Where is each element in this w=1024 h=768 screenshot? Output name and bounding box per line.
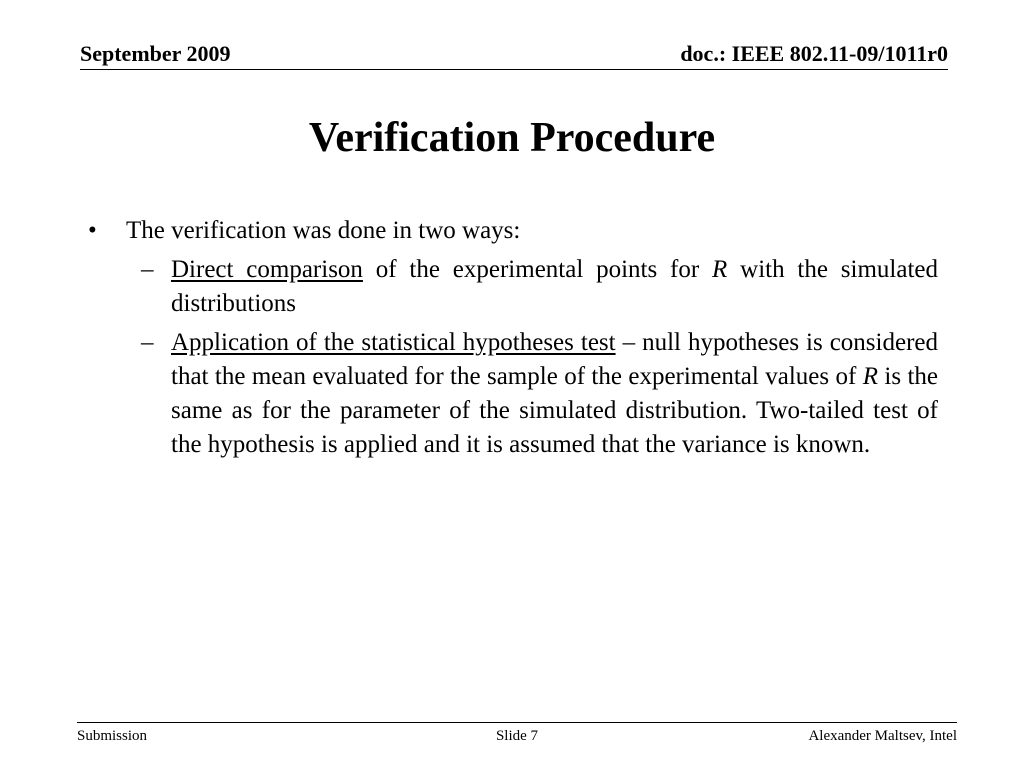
slide-footer <box>77 722 957 749</box>
footer-author: Alexander Maltsev, Intel <box>808 728 957 744</box>
sub-item-text: of the experimental points for <box>362 256 713 283</box>
variable-r: R <box>712 256 728 283</box>
direct-comparison-term: Direct comparison <box>171 256 363 283</box>
header-date: September 2009 <box>80 41 231 66</box>
variable-r: R <box>862 363 878 390</box>
dash-marker: – <box>141 256 154 283</box>
slide-body <box>88 214 938 467</box>
slide-title: Verification Procedure <box>308 115 716 161</box>
bullet-text: The verification was done in two ways: <box>126 217 521 244</box>
bullet-item <box>88 214 938 248</box>
sub-item-text: is the same as for the parameter of the simulated distribution. Two-tailed test of the hypothesis is applied and it is assumed that the variance is known. <box>171 363 939 458</box>
footer-slide-number: Slide 7 <box>495 728 539 744</box>
footer-submission: Submission <box>77 728 148 744</box>
sub-item-direct-comparison <box>141 253 938 321</box>
sub-item-hypotheses-test <box>141 326 939 462</box>
header-doc-id: doc.: IEEE 802.11-09/1011r0 <box>680 41 948 66</box>
slide-header <box>80 41 948 70</box>
dash-marker: – <box>141 329 154 356</box>
bullet-marker: • <box>88 217 97 244</box>
sub-item-text: with the simulated distributions <box>171 256 938 317</box>
hypotheses-test-term: Application of the statistical hypotheses test <box>171 329 616 356</box>
sub-item-text: – null hypotheses is considered that the mean evaluated for the sample of the experimental values of <box>171 329 938 390</box>
